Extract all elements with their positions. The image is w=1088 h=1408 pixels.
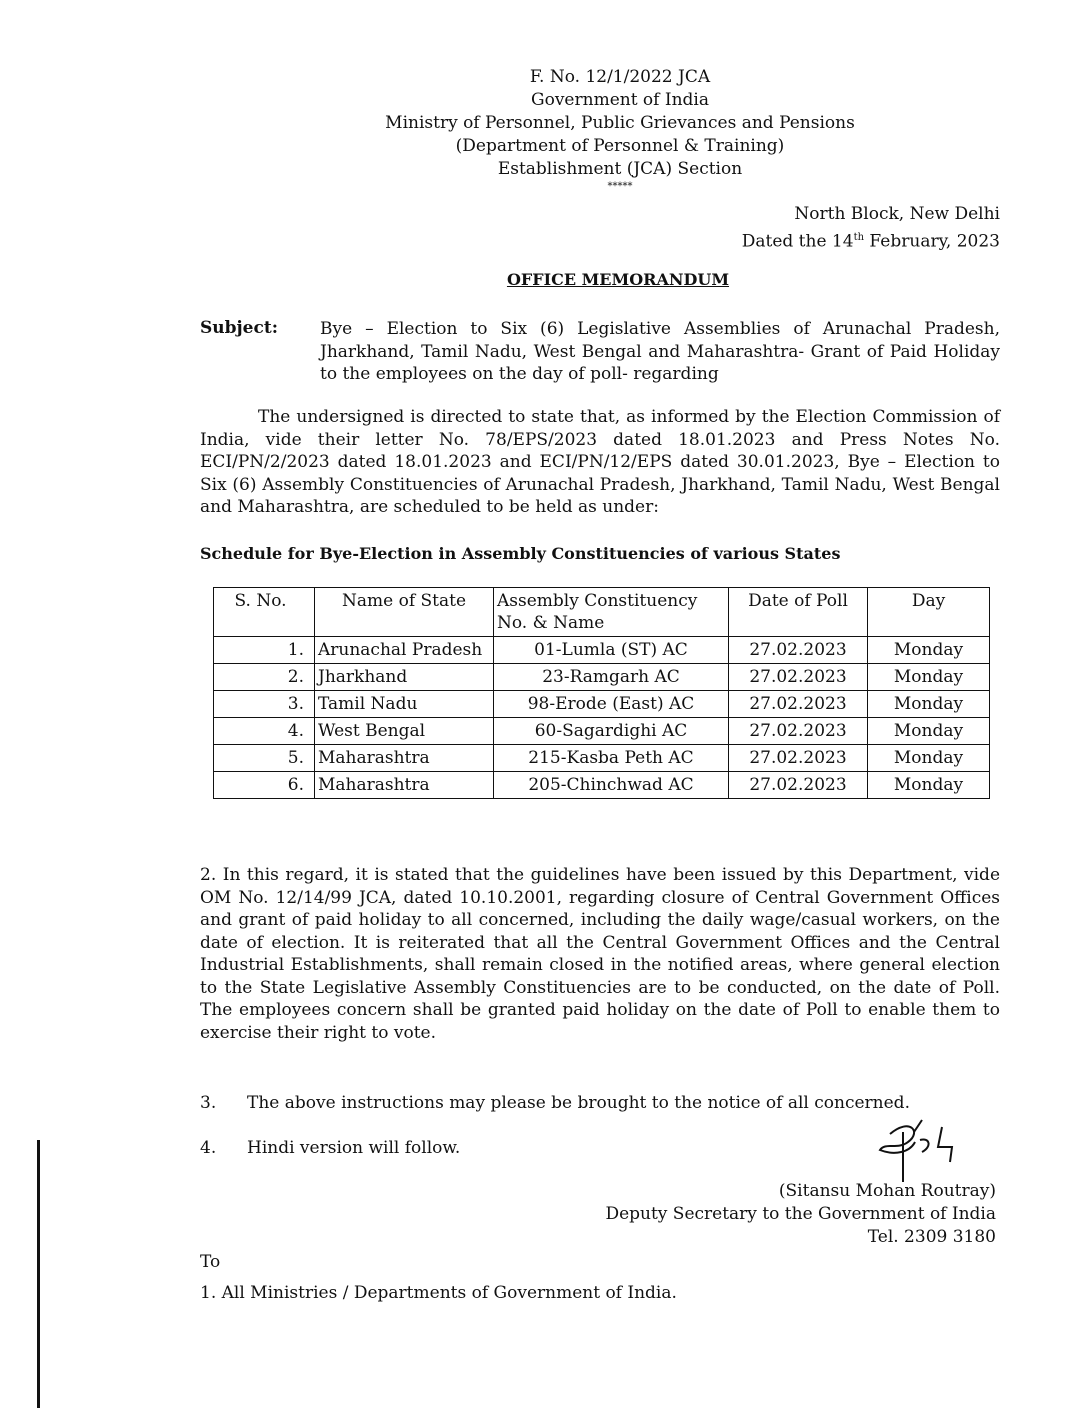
cell-constituency: 215-Kasba Peth AC xyxy=(494,745,729,772)
para4-number: 4. xyxy=(200,1138,217,1158)
cell-sno: 2. xyxy=(214,664,315,691)
cell-constituency: 205-Chinchwad AC xyxy=(494,772,729,799)
para3-text: The above instructions may please be brought to the notice of all concerned. xyxy=(247,1093,910,1113)
table-row xyxy=(214,691,990,718)
schedule-title: Schedule for Bye-Election in Assembly Constituencies of various States xyxy=(200,544,841,563)
table-row xyxy=(214,718,990,745)
cell-day: Monday xyxy=(868,745,990,772)
separator-stars: ***** xyxy=(607,181,633,192)
para4-text: Hindi version will follow. xyxy=(247,1138,461,1158)
cell-day: Monday xyxy=(868,718,990,745)
date xyxy=(742,226,1000,254)
table-row xyxy=(214,637,990,664)
cell-state: Tamil Nadu xyxy=(315,691,494,718)
cell-date: 27.02.2023 xyxy=(729,745,868,772)
cell-state: Maharashtra xyxy=(315,745,494,772)
para3-number: 3. xyxy=(200,1093,217,1113)
ministry: Ministry of Personnel, Public Grievances and Pensions xyxy=(385,113,855,133)
col-sno: S. No. xyxy=(214,588,315,637)
cell-sno: 3. xyxy=(214,691,315,718)
cell-constituency: 23-Ramgarh AC xyxy=(494,664,729,691)
cell-constituency: 60-Sagardighi AC xyxy=(494,718,729,745)
cell-date: 27.02.2023 xyxy=(729,637,868,664)
col-state: Name of State xyxy=(315,588,494,637)
to-label: To xyxy=(200,1252,221,1272)
cell-state: Jharkhand xyxy=(315,664,494,691)
subject-label: Subject: xyxy=(200,318,278,338)
cell-date: 27.02.2023 xyxy=(729,691,868,718)
signatory-designation: Deputy Secretary to the Government of India xyxy=(605,1204,996,1224)
table-row xyxy=(214,772,990,799)
cell-constituency: 98-Erode (East) AC xyxy=(494,691,729,718)
cell-sno: 5. xyxy=(214,745,315,772)
signature xyxy=(870,1112,970,1182)
date-sup: th xyxy=(853,232,865,243)
table-header-row xyxy=(214,588,990,637)
col-date: Date of Poll xyxy=(729,588,868,637)
cell-sno: 6. xyxy=(214,772,315,799)
schedule-table xyxy=(213,587,990,799)
table-row xyxy=(214,745,990,772)
file-number: F. No. 12/1/2022 JCA xyxy=(529,67,711,87)
cell-date: 27.02.2023 xyxy=(729,772,868,799)
cell-day: Monday xyxy=(868,664,990,691)
cell-state: Maharashtra xyxy=(315,772,494,799)
cell-day: Monday xyxy=(868,637,990,664)
cell-day: Monday xyxy=(868,772,990,799)
cell-sno: 1. xyxy=(214,637,315,664)
scan-edge-line xyxy=(37,1140,40,1408)
cell-date: 27.02.2023 xyxy=(729,718,868,745)
government: Government of India xyxy=(531,90,709,110)
cell-constituency: 01-Lumla (ST) AC xyxy=(494,637,729,664)
subject-text: Bye – Election to Six (6) Legislative Assemblies of Arunachal Pradesh, Jharkhand, Tamil Nadu, West Bengal and Maharashtra- Grant of Paid Holiday to the employees on the day of poll- regarding xyxy=(320,319,1000,384)
to-item: 1. All Ministries / Departments of Government of India. xyxy=(200,1283,677,1303)
location: North Block, New Delhi xyxy=(794,204,1000,224)
col-constituency: Assembly Constituency No. & Name xyxy=(494,588,729,637)
date-prefix: Dated the 14 xyxy=(741,231,854,252)
signatory-tel: Tel. 2309 3180 xyxy=(867,1227,996,1247)
document-title: OFFICE MEMORANDUM xyxy=(506,270,730,289)
paragraph-1: The undersigned is directed to state that, as informed by the Election Commission of India, vide their letter No. 78/EPS/2023 dated 18.01.2023 and Press Notes No. ECI/PN/2/2023 dated 18.01.2023 and ECI/PN/12/EPS dated 30.01.2023, Bye – Election to Six (6) Assembly Constituencies of Arunachal Pradesh, Jharkhand, Tamil Nadu, West Bengal and Maharashtra, are scheduled to be held as under: xyxy=(200,407,1000,517)
letterhead xyxy=(300,66,940,193)
date-suffix: February, 2023 xyxy=(864,231,1000,252)
col-day: Day xyxy=(868,588,990,637)
cell-date: 27.02.2023 xyxy=(729,664,868,691)
place-date xyxy=(742,203,1000,254)
signature-block xyxy=(605,1180,996,1249)
cell-state: Arunachal Pradesh xyxy=(315,637,494,664)
department: (Department of Personnel & Training) xyxy=(455,136,785,156)
table-row xyxy=(214,664,990,691)
section: Establishment (JCA) Section xyxy=(497,159,743,179)
signatory-name: (Sitansu Mohan Routray) xyxy=(778,1181,996,1201)
cell-state: West Bengal xyxy=(315,718,494,745)
cell-day: Monday xyxy=(868,691,990,718)
cell-sno: 4. xyxy=(214,718,315,745)
paragraph-2: 2. In this regard, it is stated that the guidelines have been issued by this Department, vide OM No. 12/14/99 JCA, dated 10.10.2001, regarding closure of Central Government Offices and grant of paid holiday to all concerned, including the daily wage/casual workers, on the date of election. It is reiterated that all the Central Government Offices and the Central Industrial Establishments, shall remain closed in the notified areas, where general election to the State Legislative Assembly Constituencies are to be conducted, on the date of Poll. The employees concern shall be granted paid holiday on the date of Poll to enable them to exercise their right to vote. xyxy=(200,865,1000,1043)
